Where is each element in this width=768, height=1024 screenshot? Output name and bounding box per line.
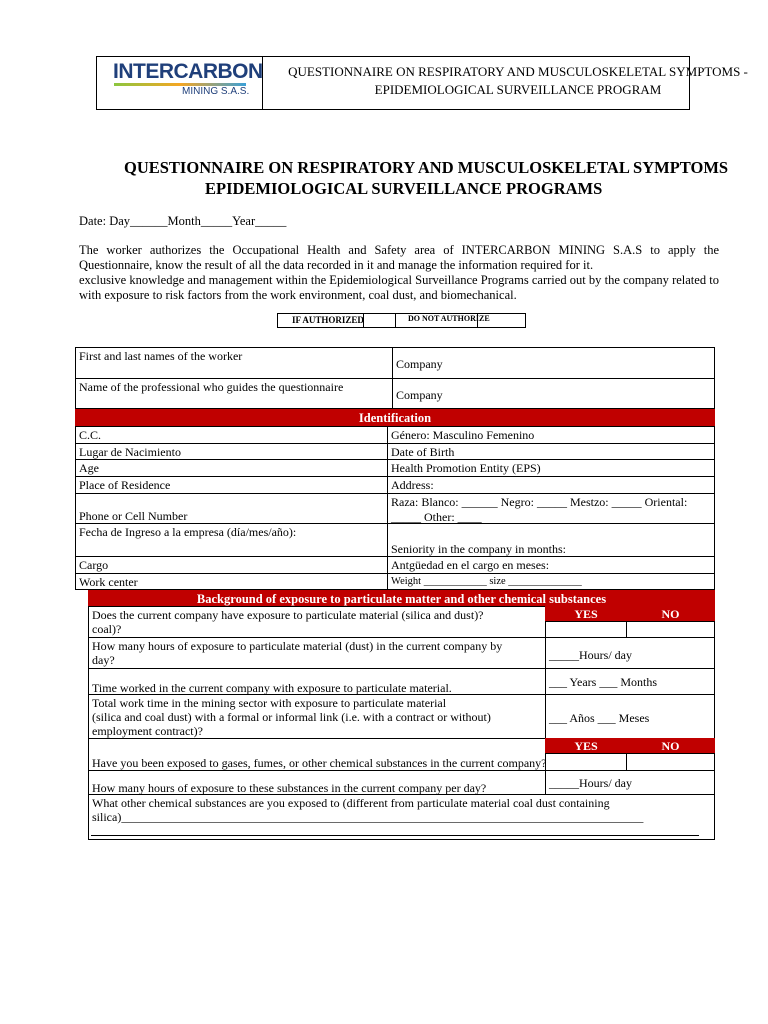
weight-size-field[interactable]: Weight ____________ size ______________ xyxy=(387,573,715,590)
gender-field[interactable]: Género: Masculino Femenino xyxy=(387,426,715,444)
no-header-2: NO xyxy=(626,738,715,754)
question-chemical-exposure: Have you been exposed to gases, fumes, or other chemical substances in the current company? xyxy=(88,738,546,771)
question-text: employment contract)? xyxy=(92,724,203,738)
question-time-worked: Time worked in the current company with exposure to particulate material. xyxy=(88,668,546,695)
question-text: coal)? xyxy=(92,622,122,636)
chemical-hours-field[interactable]: _____Hours/ day xyxy=(545,770,715,795)
authorize-option[interactable]: IF AUTHORIZED xyxy=(292,315,364,325)
professional-name-field[interactable]: Name of the professional who guides the questionnaire xyxy=(75,378,393,409)
question-text: How many hours of exposure to particulate material (dust) in the current company by xyxy=(92,639,503,653)
birthplace-field[interactable]: Lugar de Nacimiento xyxy=(75,443,388,460)
header-title xyxy=(270,63,766,99)
position-seniority-field[interactable]: Antgüedad en el cargo en meses: xyxy=(387,556,715,574)
header-title-line1: QUESTIONNAIRE ON RESPIRATORY AND MUSCULOSKELETAL SYMPTOMS - xyxy=(288,64,748,79)
yes-checkbox-2[interactable] xyxy=(545,753,627,771)
company-logo: INTERCARBON xyxy=(113,60,263,83)
yes-header-2: YES xyxy=(545,738,627,754)
residence-field[interactable]: Place of Residence xyxy=(75,476,388,494)
no-header: NO xyxy=(626,606,715,622)
work-center-field[interactable]: Work center xyxy=(75,573,388,590)
company-field[interactable]: Company xyxy=(392,347,715,379)
cc-field[interactable]: C.C. xyxy=(75,426,388,444)
race-field[interactable] xyxy=(387,493,715,524)
question-other-chemicals[interactable] xyxy=(88,794,715,840)
company-field-2[interactable]: Company xyxy=(392,378,715,409)
paragraph-line: The worker authorizes the Occupational Health and Safety area of INTERCARBON MINING S.A.S to apply the xyxy=(79,243,719,257)
eps-field[interactable]: Health Promotion Entity (EPS) xyxy=(387,459,715,477)
yes-checkbox[interactable] xyxy=(545,621,627,638)
phone-field[interactable]: Phone or Cell Number xyxy=(75,493,388,524)
document-subtitle: EPIDEMIOLOGICAL SURVEILLANCE PROGRAMS xyxy=(205,179,603,198)
no-checkbox[interactable] xyxy=(626,621,715,638)
logo-subtitle: MINING S.A.S. xyxy=(182,86,250,97)
question-text: Does the current company have exposure to particulate material (silica and dust)? xyxy=(92,608,484,622)
question-text: (silica and coal dust) with a formal or informal link (i.e. with a contract or without) xyxy=(92,710,491,724)
address-field[interactable]: Address: xyxy=(387,476,715,494)
position-field[interactable]: Cargo xyxy=(75,556,388,574)
question-text: Total work time in the mining sector with exposure to particulate material xyxy=(92,696,447,710)
document-title: QUESTIONNAIRE ON RESPIRATORY AND MUSCULOSKELETAL SYMPTOMS xyxy=(124,158,729,177)
worker-name-field[interactable]: First and last names of the worker xyxy=(75,347,393,379)
age-field[interactable]: Age xyxy=(75,459,388,477)
question-mining-sector-time xyxy=(88,694,546,739)
no-checkbox-2[interactable] xyxy=(626,753,715,771)
question-text: What other chemical substances are you exposed to (different from particulate material coal dust containing xyxy=(92,796,610,810)
date-field[interactable]: Date: Day______Month_____Year_____ xyxy=(79,214,287,228)
header-title-line2: EPIDEMIOLOGICAL SURVEILLANCE PROGRAM xyxy=(374,82,662,97)
answer-underline xyxy=(91,835,699,836)
race-options: Raza: Blanco: ______ Negro: _____ Mestzo: _____ Oriental: xyxy=(391,495,688,509)
question-particulate-exposure xyxy=(88,606,546,638)
seniority-field[interactable]: Seniority in the company in months: xyxy=(387,523,715,557)
anos-meses-field[interactable]: ___ Años ___ Meses xyxy=(545,694,715,739)
authorization-divider xyxy=(395,313,396,328)
hours-per-day-field[interactable]: _____Hours/ day xyxy=(545,637,715,669)
paragraph-line: exclusive knowledge and management within the Epidemiological Surveillance Programs carried out by the company related to xyxy=(79,273,719,287)
years-months-field[interactable]: ___ Years ___ Months xyxy=(545,668,715,695)
question-hours-exposure xyxy=(88,637,546,669)
not-authorize-option[interactable]: DO NOT AUTHORIZE xyxy=(408,314,490,323)
yes-header: YES xyxy=(545,606,627,622)
paragraph-line: with exposure to risk factors from the work environment, coal dust, and biomechanical. xyxy=(79,288,517,302)
identification-header: Identification xyxy=(75,409,715,426)
entry-date-field[interactable]: Fecha de Ingreso a la empresa (día/mes/año): xyxy=(75,523,388,557)
other-chemicals-line: silica)_______________________________________________________________________________________ xyxy=(92,810,644,824)
authorization-paragraph xyxy=(79,243,719,303)
question-text: day? xyxy=(92,653,115,667)
race-other: _____ Other: ____ xyxy=(391,510,482,524)
paragraph-line: Questionnaire, know the result of all the data recorded in it and manage the information required for it. xyxy=(79,258,594,272)
exposure-header: Background of exposure to particulate matter and other chemical substances xyxy=(88,590,715,607)
question-chemical-hours: How many hours of exposure to these substances in the current company per day? xyxy=(88,770,546,795)
birthdate-field[interactable]: Date of Birth xyxy=(387,443,715,460)
